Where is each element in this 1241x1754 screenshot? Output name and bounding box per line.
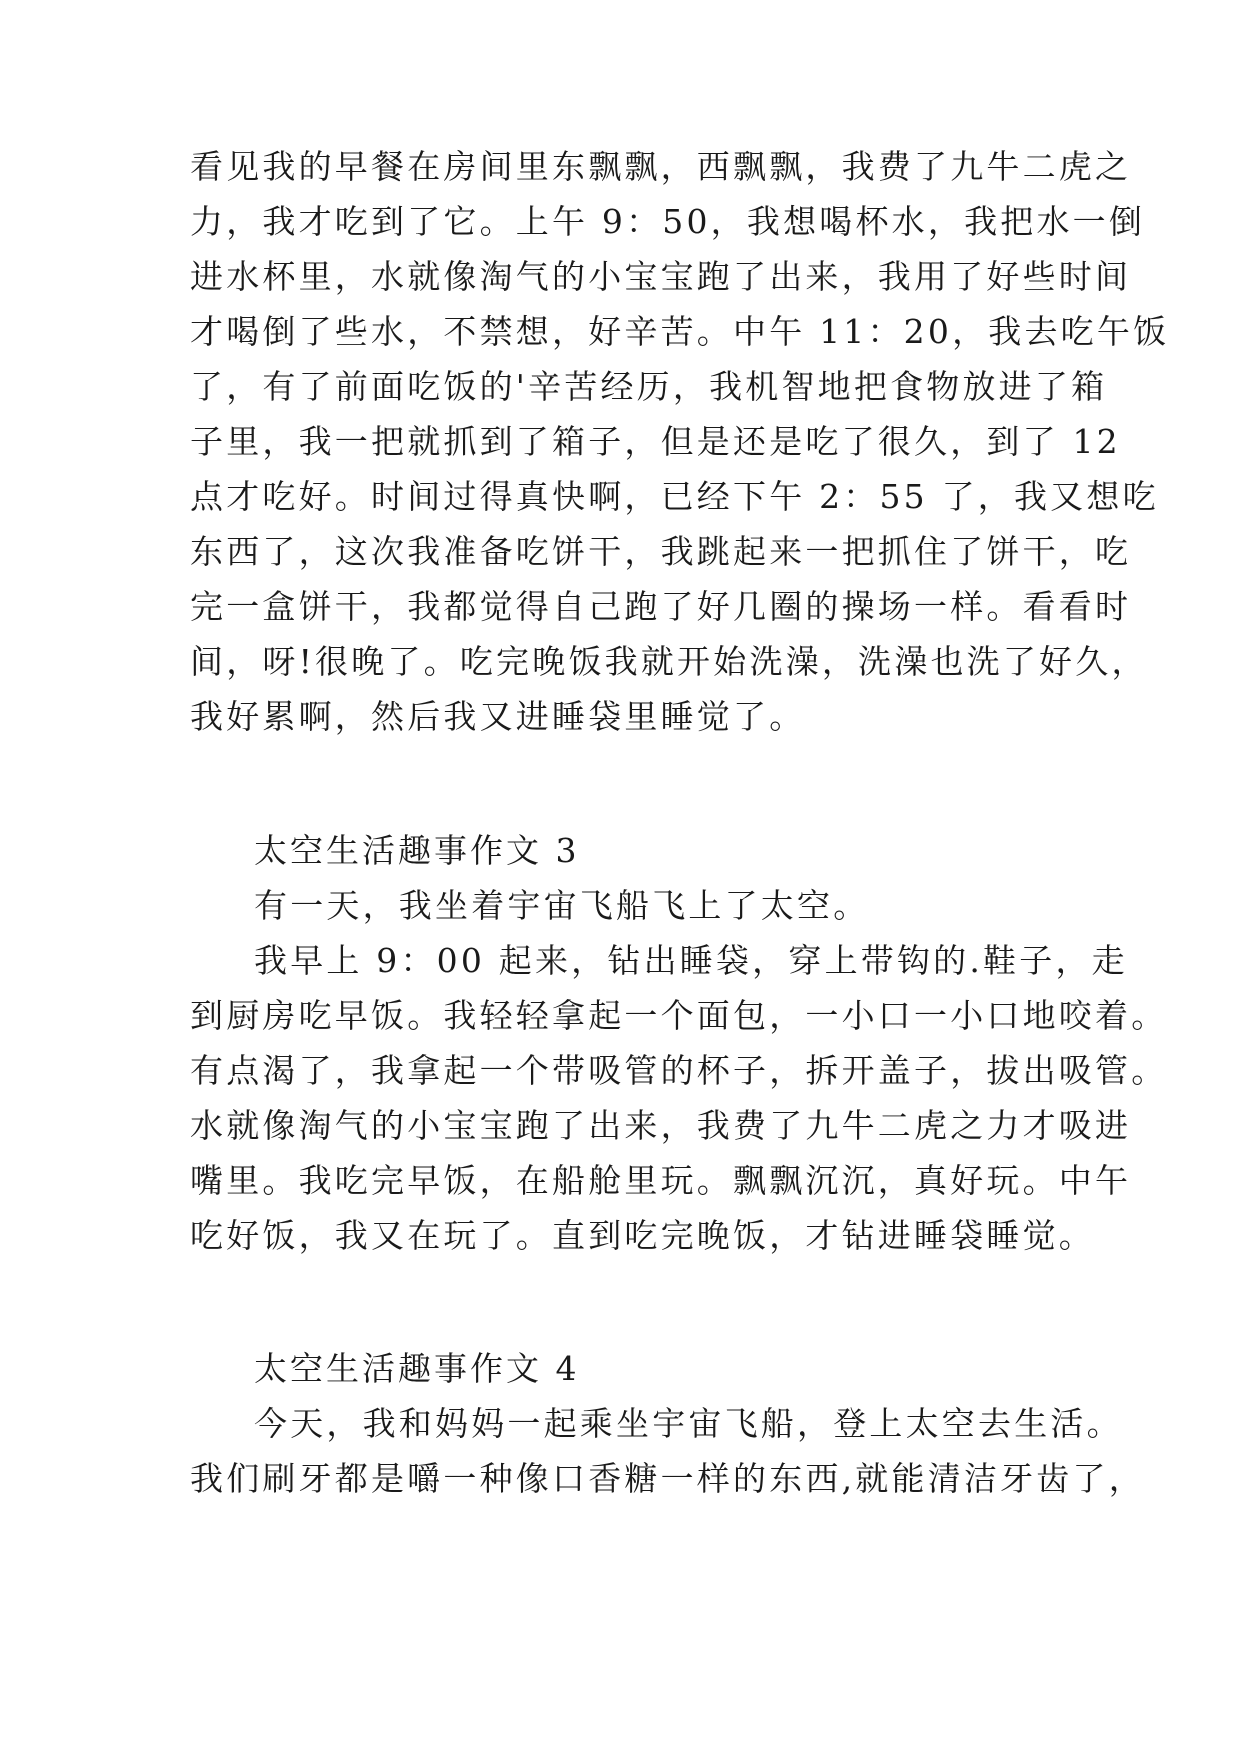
body-text-line: 我好累啊，然后我又进睡袋里睡觉了。 <box>190 697 806 736</box>
body-text-line: 我早上 9：00 起来，钻出睡袋，穿上带钩的.鞋子，走 <box>254 941 1128 980</box>
body-text-line: 东西了，这次我准备吃饼干，我跳起来一把抓住了饼干，吃 <box>190 532 1132 571</box>
body-text-line: 到厨房吃早饭。我轻轻拿起一个面包，一小口一小口地咬着。 <box>190 996 1168 1035</box>
body-text-line: 才喝倒了些水，不禁想，好辛苦。中午 11：20，我去吃午饭 <box>190 312 1170 351</box>
section-title: 太空生活趣事作文 3 <box>254 831 580 870</box>
body-text-line: 子里，我一把就抓到了箱子，但是还是吃了很久，到了 12 <box>190 422 1121 461</box>
body-text-line: 间，呀!很晚了。吃完晚饭我就开始洗澡，洗澡也洗了好久， <box>190 642 1148 681</box>
body-text-line: 有点渴了，我拿起一个带吸管的杯子，拆开盖子，拔出吸管。 <box>190 1051 1168 1090</box>
body-text-line: 完一盒饼干，我都觉得自己跑了好几圈的操场一样。看看时 <box>190 587 1132 626</box>
body-text-line: 嘴里。我吃完早饭，在船舱里玩。飘飘沉沉，真好玩。中午 <box>190 1161 1132 1200</box>
body-text-line: 水就像淘气的小宝宝跑了出来，我费了九牛二虎之力才吸进 <box>190 1106 1132 1145</box>
body-text-line: 我们刷牙都是嚼一种像口香糖一样的东西,就能清洁牙齿了， <box>190 1459 1145 1498</box>
body-text-line: 了，有了前面吃饭的'辛苦经历，我机智地把食物放进了箱 <box>190 367 1108 406</box>
section-title: 太空生活趣事作文 4 <box>254 1349 580 1388</box>
body-text-line: 今天，我和妈妈一起乘坐宇宙飞船，登上太空去生活。 <box>254 1404 1123 1443</box>
body-text-line: 点才吃好。时间过得真快啊，已经下午 2：55 了，我又想吃 <box>190 477 1159 516</box>
body-text-line: 力，我才吃到了它。上午 9：50，我想喝杯水，我把水一倒 <box>190 202 1146 241</box>
body-text-line: 吃好饭，我又在玩了。直到吃完晚饭，才钻进睡袋睡觉。 <box>190 1216 1095 1255</box>
body-text-line: 有一天，我坐着宇宙飞船飞上了太空。 <box>254 886 870 925</box>
body-text-line: 进水杯里，水就像淘气的小宝宝跑了出来，我用了好些时间 <box>190 257 1132 296</box>
body-text-line: 看见我的早餐在房间里东飘飘，西飘飘，我费了九牛二虎之 <box>190 147 1132 186</box>
